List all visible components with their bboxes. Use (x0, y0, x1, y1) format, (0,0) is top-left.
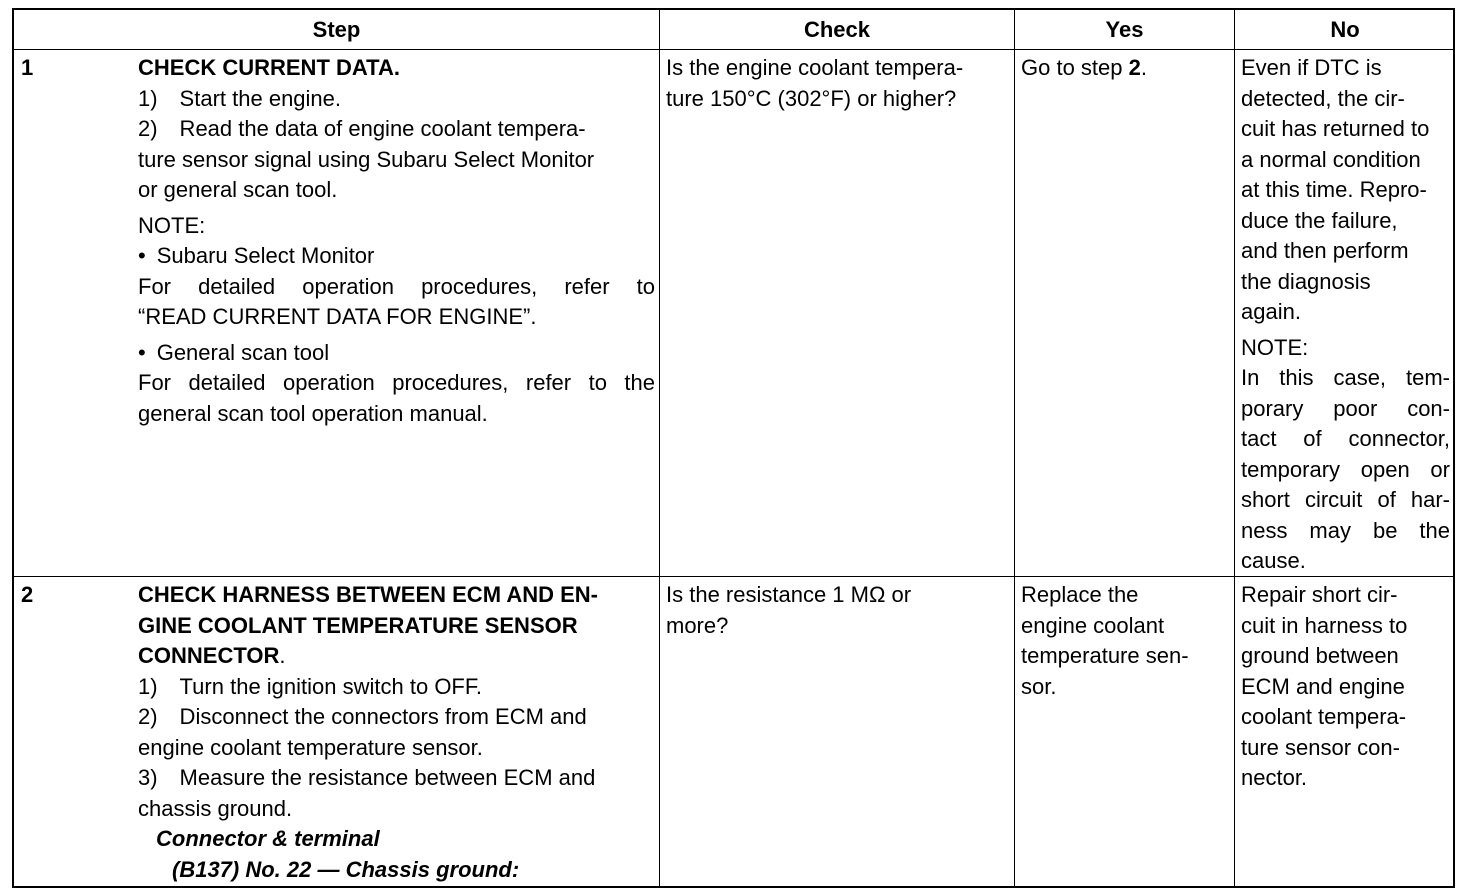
header-check: Check (803, 17, 871, 42)
step-instruction: engine coolant temperature sensor. (138, 734, 483, 760)
note-bullet: • Subaru Select Monitor (138, 243, 375, 268)
no-note-text: tact of connector, (1241, 426, 1450, 451)
no-text: Even if DTC is (1241, 55, 1382, 80)
no-note-text: In this case, tem- (1241, 365, 1450, 390)
step-instruction: chassis ground. (138, 795, 293, 821)
column-divider (659, 10, 660, 886)
note-text: For detailed operation procedures, refer to the (138, 370, 655, 395)
yes-text: temperature sen- (1021, 643, 1189, 668)
yes-text: engine coolant (1021, 612, 1165, 638)
step-instruction: 2) Disconnect the connectors from ECM and (138, 704, 587, 729)
check-cell (666, 53, 1011, 114)
step-instruction: ture sensor signal using Subaru Select Monitor (138, 146, 595, 172)
no-note-text: short circuit of har- (1241, 487, 1450, 512)
no-text: detected, the cir- (1241, 85, 1405, 111)
step-number: 2 (21, 582, 34, 607)
yes-prefix: Go to step (1021, 55, 1129, 80)
step-instruction: 1) Turn the ignition switch to OFF. (138, 673, 482, 699)
note-bullet: • General scan tool (138, 339, 330, 365)
yes-step-ref: 2 (1128, 55, 1141, 80)
yes-text: sor. (1021, 673, 1057, 699)
check-text: Is the engine coolant tempera- (666, 55, 964, 80)
step-cell (138, 580, 655, 885)
no-text: at this time. Repro- (1241, 177, 1427, 202)
no-text: cuit in harness to (1241, 612, 1408, 638)
no-text: again. (1241, 299, 1301, 324)
step-instruction: or general scan tool. (138, 177, 338, 202)
diagnostic-table (12, 8, 1455, 888)
no-text: Repair short cir- (1241, 582, 1398, 607)
note-text: “READ CURRENT DATA FOR ENGINE”. (138, 304, 537, 329)
no-text: cuit has returned to (1241, 116, 1430, 141)
note-text: general scan tool operation manual. (138, 400, 488, 426)
no-text: duce the failure, (1241, 207, 1398, 233)
no-cell (1241, 53, 1450, 577)
no-note-text: cause. (1241, 548, 1306, 573)
step-cell (138, 53, 655, 429)
no-note-label: NOTE: (1241, 334, 1309, 360)
note-text: For detailed operation procedures, refer to (138, 273, 655, 299)
note-label: NOTE: (138, 212, 206, 238)
step-instruction: 1) Start the engine. (138, 85, 342, 111)
no-text: a normal condition (1241, 146, 1421, 172)
check-text: more? (666, 612, 729, 638)
step-instruction: 3) Measure the resistance between ECM and (138, 765, 596, 790)
step-title-period: . (279, 643, 286, 668)
no-text: ECM and engine (1241, 673, 1405, 699)
column-divider (1234, 10, 1235, 886)
yes-suffix: . (1140, 55, 1147, 80)
yes-text (1021, 53, 1231, 84)
check-text: Is the resistance 1 MΩ or (666, 582, 912, 607)
no-note-text: porary poor con- (1241, 395, 1450, 421)
yes-cell (1021, 53, 1231, 84)
connector-value: (B137) No. 22 — Chassis ground: (172, 856, 520, 882)
check-text: ture 150°C (302°F) or higher? (666, 85, 957, 111)
no-note-text: temporary open or (1241, 456, 1450, 482)
step-instruction: 2) Read the data of engine coolant tempera- (138, 116, 586, 141)
step-title (138, 641, 655, 672)
step-title-end: CONNECTOR (138, 643, 280, 668)
header-yes: Yes (1105, 17, 1144, 42)
step-title: CHECK HARNESS BETWEEN ECM AND EN- (138, 582, 598, 607)
connector-label: Connector & terminal (156, 826, 380, 851)
no-text: ground between (1241, 643, 1399, 668)
step-number: 1 (21, 55, 34, 80)
step-title: GINE COOLANT TEMPERATURE SENSOR (138, 612, 578, 638)
yes-cell (1021, 580, 1231, 702)
no-text: and then perform (1241, 238, 1409, 263)
row-divider (14, 576, 1453, 577)
no-text: nector. (1241, 765, 1308, 790)
step-title: CHECK CURRENT DATA. (138, 55, 400, 80)
no-text: the diagnosis (1241, 268, 1371, 294)
header-no: No (1330, 17, 1360, 42)
column-divider (1014, 10, 1015, 886)
no-text: ture sensor con- (1241, 734, 1400, 760)
header-step: Step (312, 17, 361, 42)
no-note-text: ness may be the (1241, 517, 1450, 543)
no-cell (1241, 580, 1450, 794)
check-cell (666, 580, 1011, 641)
yes-text: Replace the (1021, 582, 1139, 607)
no-text: coolant tempera- (1241, 704, 1407, 729)
